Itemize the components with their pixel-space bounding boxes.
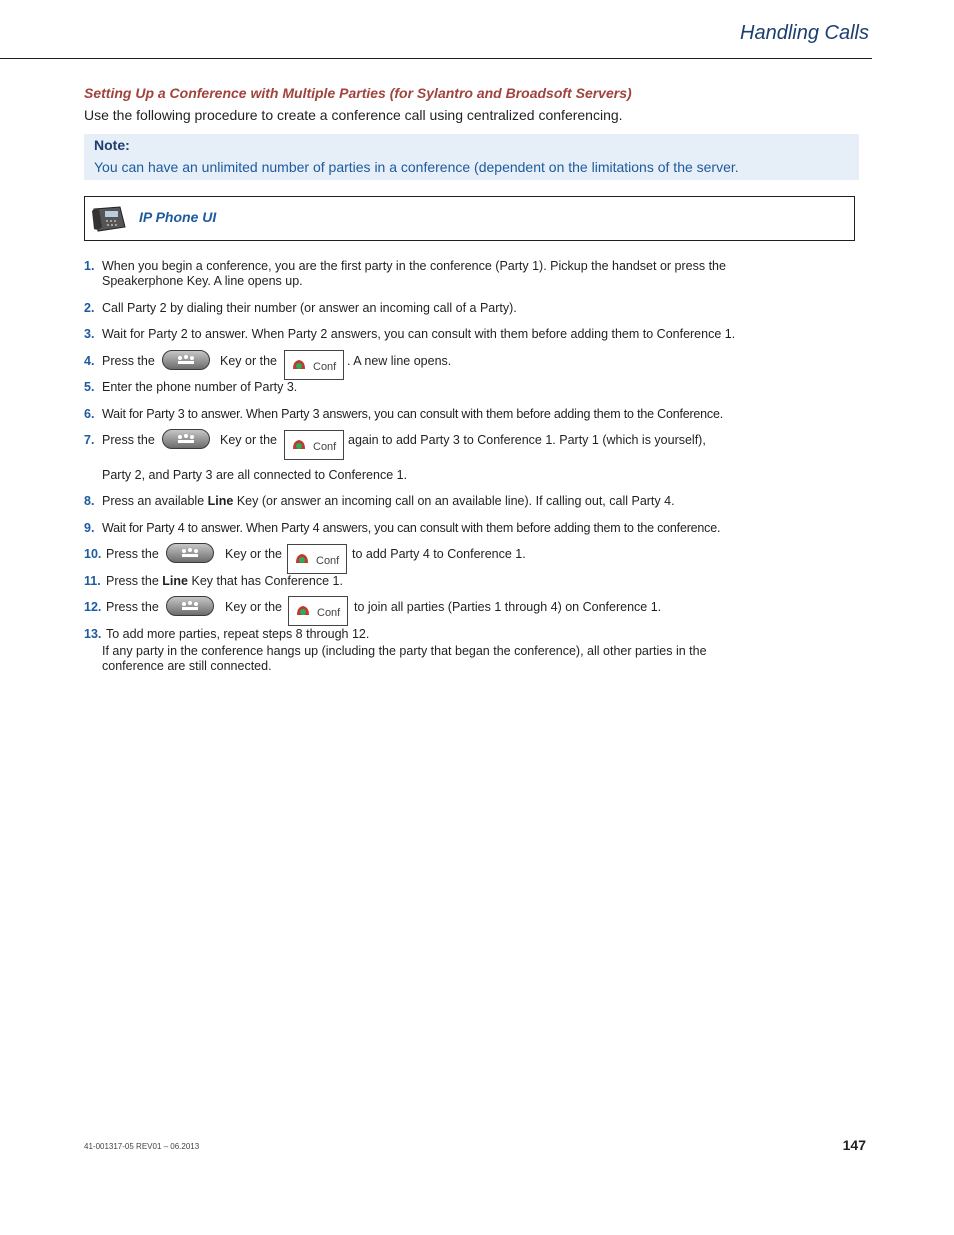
step-number: 9.	[84, 521, 95, 535]
ui-box-label: IP Phone UI	[139, 209, 217, 225]
intro-paragraph: Use the following procedure to create a conference call using centralized conferencing.	[84, 107, 623, 123]
step-text: Press the	[102, 433, 155, 447]
conf-softkey-icon	[284, 350, 344, 380]
step-text: . A new line opens.	[347, 354, 452, 368]
step-text: Key or the	[220, 354, 277, 368]
conf-softkey-icon	[288, 596, 348, 626]
step-text: to add Party 4 to Conference 1.	[352, 547, 526, 561]
step-number: 6.	[84, 407, 95, 421]
step-text: Press an available Line Key (or answer an incoming call on an available line). If calling out, call Party 4.	[102, 494, 675, 508]
step-7	[84, 433, 784, 483]
step-4	[84, 354, 484, 374]
note-box	[84, 134, 859, 180]
step-text: To add more parties, repeat steps 8 through 12.	[106, 627, 370, 641]
page-number: 147	[842, 1137, 866, 1153]
step-text: Press the	[102, 354, 155, 368]
step-text-cont: Party 2, and Party 3 are all connected to Conference 1.	[102, 468, 408, 482]
softkey-label: Conf	[316, 555, 340, 567]
conference-key-icon	[162, 350, 210, 370]
conf-softkey-icon	[284, 430, 344, 460]
step-number: 10.	[84, 547, 102, 561]
step-number: 11.	[84, 574, 101, 588]
softkey-label: Conf	[317, 607, 341, 619]
step-text: Press the Line Key that has Conference 1.	[106, 574, 343, 588]
step-text: to join all parties (Parties 1 through 4) on Conference 1.	[354, 600, 662, 614]
step-text-cont: conference are still connected.	[102, 659, 272, 673]
header-divider	[0, 58, 872, 59]
step-number: 13.	[84, 627, 102, 641]
note-text: You can have an unlimited number of parties in a conference (dependent on the limitations of the server.	[94, 159, 739, 175]
step-number: 8.	[84, 494, 95, 508]
note-label: Note:	[94, 137, 130, 153]
step-number: 4.	[84, 354, 95, 368]
step-text-cont: If any party in the conference hangs up (including the party that began the conference), all other parties in the	[102, 644, 707, 658]
step-text: Wait for Party 3 to answer. When Party 3 answers, you can consult with them before adding them to the Conference.	[102, 407, 724, 421]
softkey-label: Conf	[313, 441, 337, 453]
step-text: Enter the phone number of Party 3.	[102, 380, 298, 394]
step-12	[84, 600, 684, 620]
step-10	[84, 547, 584, 567]
step-number: 12.	[84, 600, 102, 614]
step-number: 7.	[84, 433, 95, 447]
softkey-label: Conf	[313, 361, 337, 373]
step-text: Press the	[106, 547, 159, 561]
step-text: Wait for Party 2 to answer. When Party 2 answers, you can consult with them before adding them to Conference 1.	[102, 327, 736, 341]
running-header-title: Handling Calls	[740, 22, 869, 44]
phone-icon	[90, 205, 128, 233]
step-text: again to add Party 3 to Conference 1. Party 1 (which is yourself),	[348, 433, 706, 447]
step-text: Call Party 2 by dialing their number (or answer an incoming call of a Party).	[102, 301, 517, 315]
conference-key-icon	[166, 543, 214, 563]
ip-phone-ui-box	[84, 196, 855, 241]
conference-key-icon	[162, 429, 210, 449]
conference-key-icon	[166, 596, 214, 616]
step-text-cont: Speakerphone Key. A line opens up.	[102, 274, 303, 288]
step-text: Key or the	[225, 547, 282, 561]
step-text: When you begin a conference, you are the first party in the conference (Party 1). Pickup the handset or press the	[102, 259, 726, 273]
step-text: Wait for Party 4 to answer. When Party 4 answers, you can consult with them before adding them to the conference.	[102, 521, 721, 535]
step-text: Key or the	[220, 433, 277, 447]
step-number: 2.	[84, 301, 95, 315]
step-number: 1.	[84, 259, 95, 273]
step-number: 3.	[84, 327, 95, 341]
document-id: 41-001317-05 REV01 – 06.2013	[84, 1142, 200, 1151]
step-text: Press the	[106, 600, 159, 614]
section-heading: Setting Up a Conference with Multiple Parties (for Sylantro and Broadsoft Servers)	[84, 85, 632, 101]
conf-softkey-icon	[287, 544, 347, 574]
step-text: Key or the	[225, 600, 282, 614]
step-number: 5.	[84, 380, 95, 394]
